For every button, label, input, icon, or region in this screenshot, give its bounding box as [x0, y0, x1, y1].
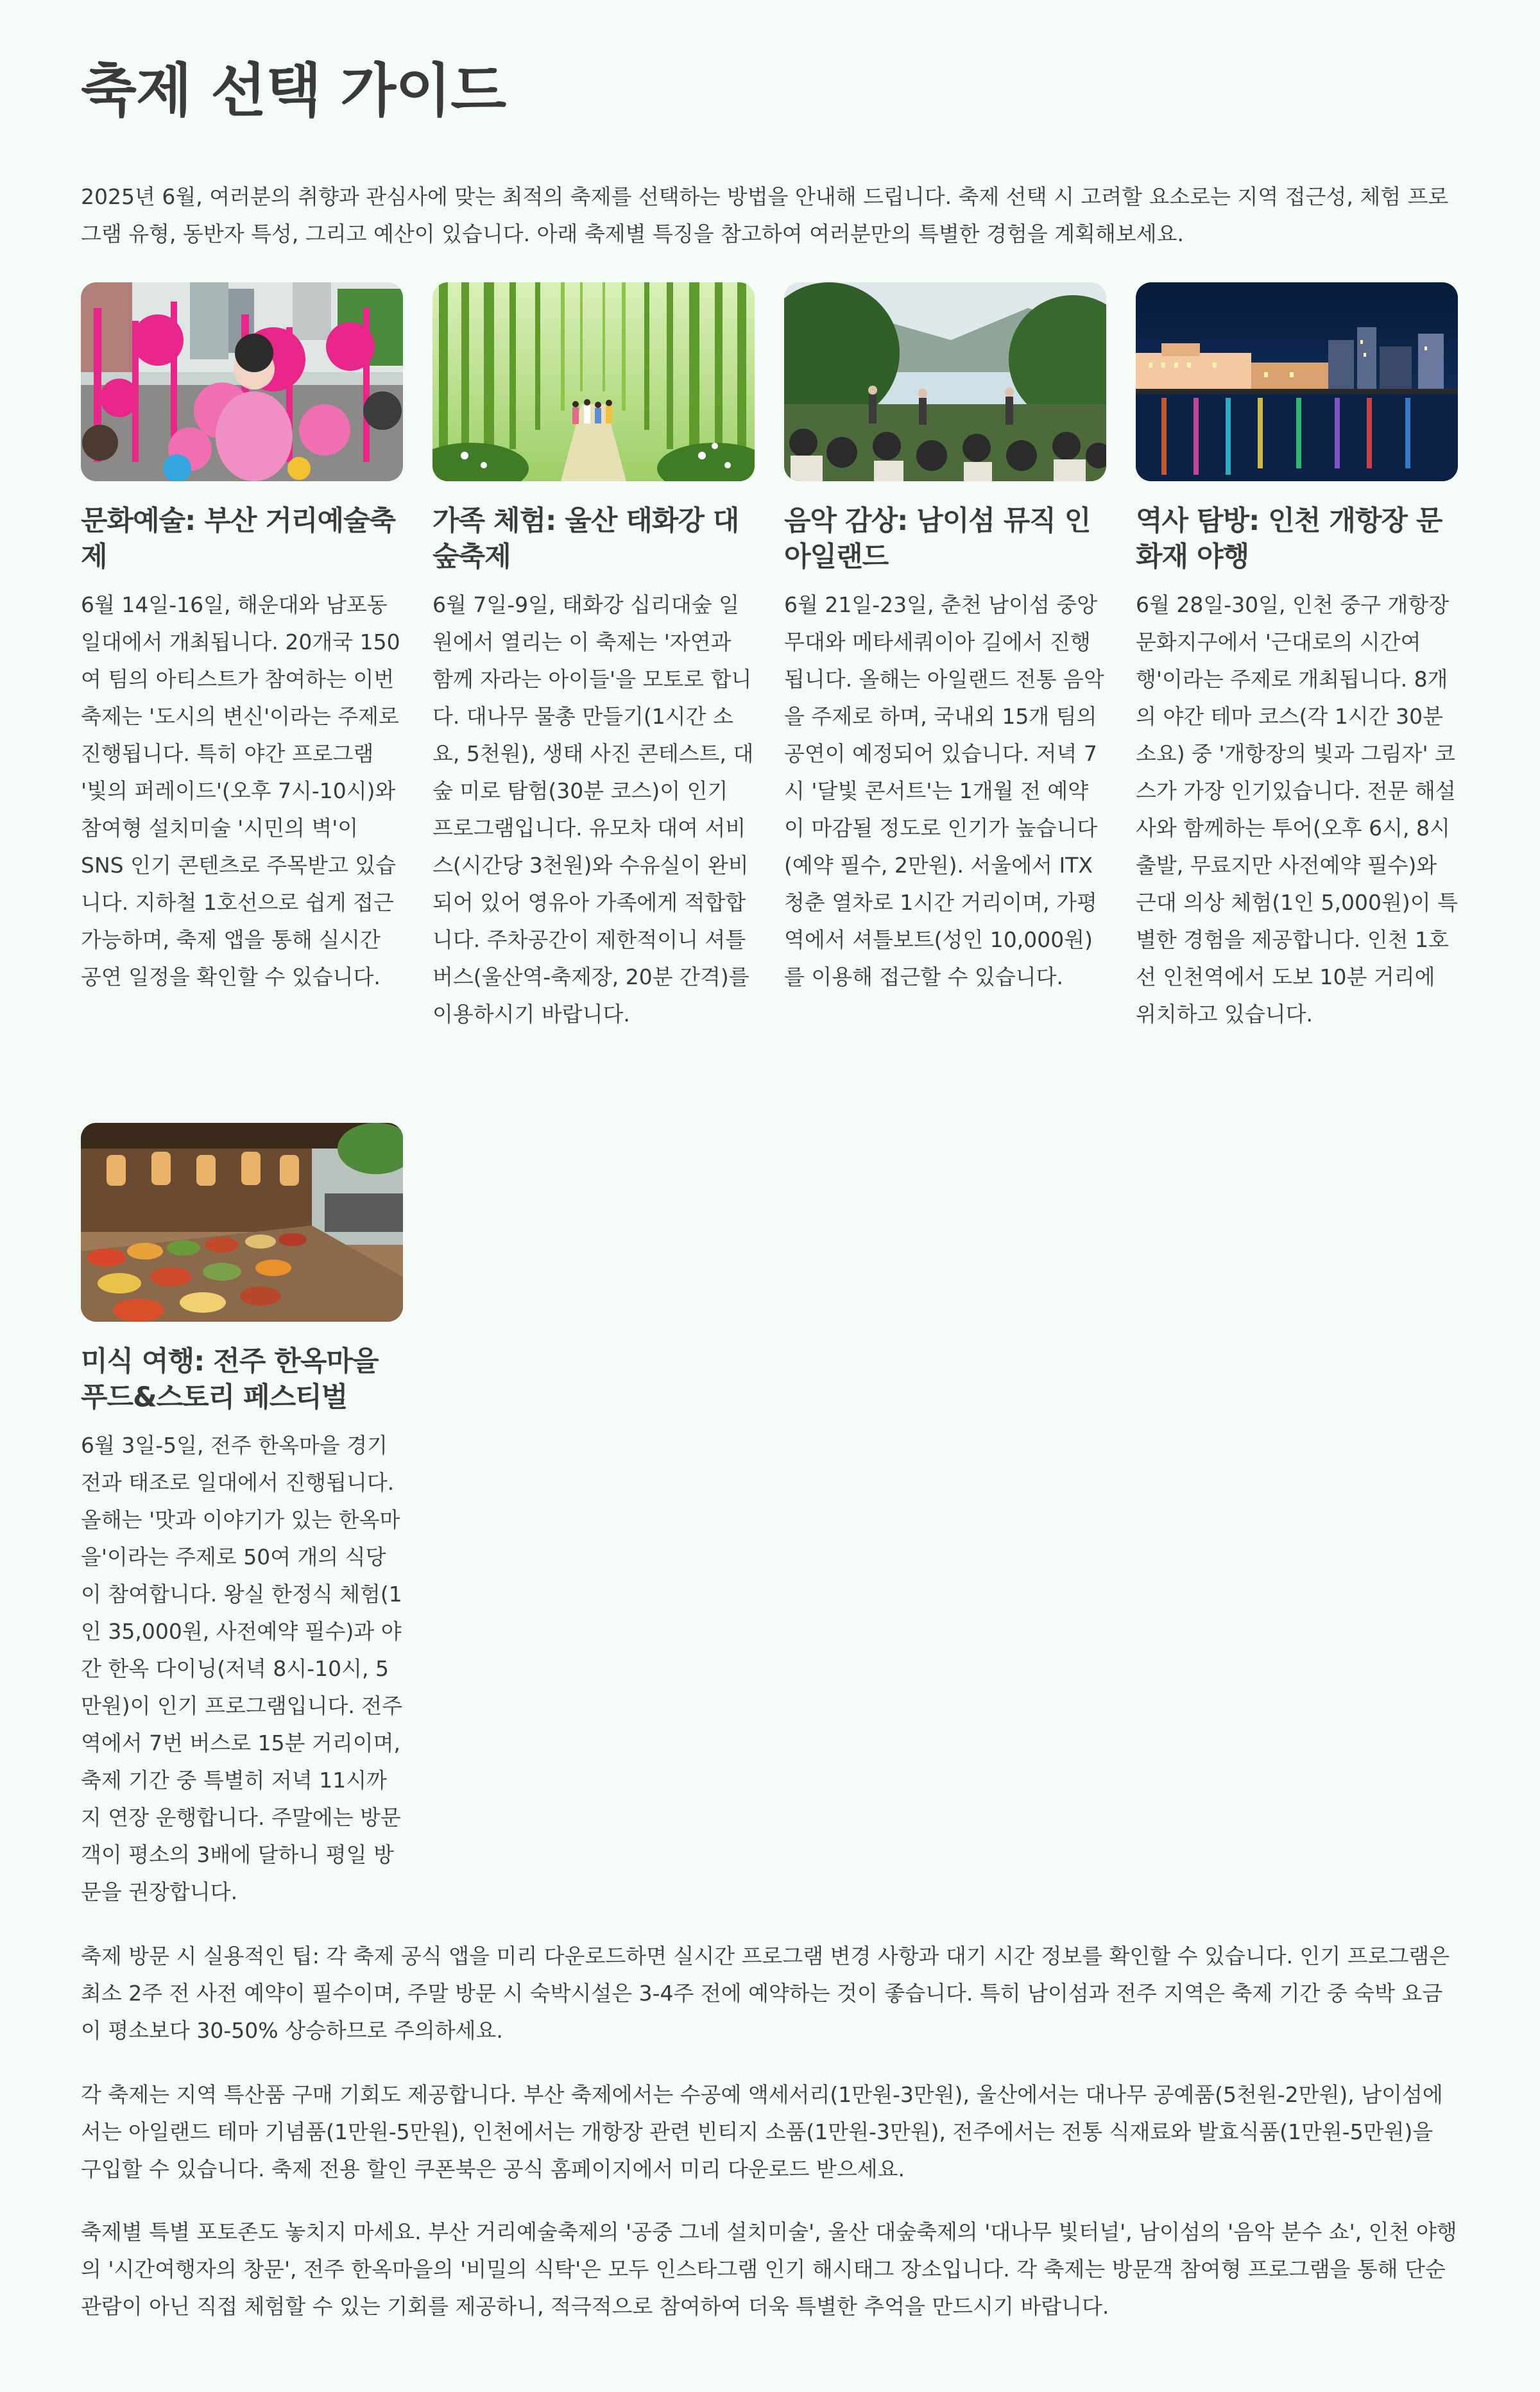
festival-card-body: 6월 3일-5일, 전주 한옥마을 경기전과 태조로 일대에서 진행됩니다. 올해는 '맛과 이야기가 있는 한옥마을'이라는 주제로 50여 개의 식당이 참여합니다. 왕실 한정식 체험(1인 35,000원, 사전예약 필수)과 야간 한옥 다이닝(저녁 8시-10시, 5만원)이 인기 프로그램입니다. 전주역에서 7번 버스로 15분 거리이며, 축제 기간 중 특별히 저녁 11시까지 연장 운행합니다. 주말에는 방문객이 평소의 3배에 달하니 평일 방문을 권장합니다. — [81, 1433, 403, 1904]
nami-music-photo — [784, 282, 1106, 481]
festival-card-title: 미식 여행: 전주 한옥마을 푸드&스토리 페스티벌 — [81, 1346, 379, 1414]
festival-card-title: 음악 감상: 남이섬 뮤직 인 아일랜드 — [784, 505, 1091, 573]
incheon-night-photo — [1136, 282, 1458, 481]
tip-paragraph-photozones: 축제별 특별 포토존도 놓치지 마세요. 부산 거리예술축제의 '공중 그네 설치미술', 울산 대숲축제의 '대나무 빛터널', 남이섬의 '음악 분수 쇼', 인천 야행의 '시간여행자의 창문', 전주 한옥마을의 '비밀의 식탁'은 모두 인스타그램 인기 해시태그 장소입니다. 각 축제는 방문객 참여형 프로그램을 통해 단순 관람이 아닌 직접 체험할 수 있는 기회를 제공하니, 적극적으로 참여하여 더욱 특별한 추억을 만드시기 바랍니다. — [81, 2219, 1457, 2319]
jeonju-food-photo — [81, 1123, 403, 1322]
busan-festival-photo — [81, 282, 403, 481]
festival-card-body: 6월 28일-30일, 인천 중구 개항장 문화지구에서 '근대로의 시간여행'이라는 주제로 개최됩니다. 8개의 야간 테마 코스(각 1시간 30분 소요) 중 '개항장의 빛과 그림자' 코스가 가장 인기있습니다. 전문 해설사와 함께하는 투어(오후 6시, 8시 출발, 무료지만 사전예약 필수)와 근대 의상 체험(1인 5,000원)이 특별한 경험을 제공합니다. 인천 1호선 인천역에서 도보 10분 거리에 위치하고 있습니다. — [1136, 592, 1458, 1027]
ulsan-bamboo-photo — [432, 282, 755, 481]
festival-card-jeonju — [81, 1123, 403, 1904]
festival-card-busan — [81, 282, 403, 989]
festival-card-incheon — [1136, 282, 1458, 1027]
festival-card-ulsan — [432, 282, 755, 1027]
festival-card-body: 6월 7일-9일, 태화강 십리대숲 일원에서 열리는 이 축제는 '자연과 함께 자라는 아이들'을 모토로 합니다. 대나무 물총 만들기(1시간 소요, 5천원), 생태 사진 콘테스트, 대숲 미로 탐험(30분 코스)이 인기 프로그램입니다. 유모차 대여 서비스(시간당 3천원)와 수유실이 완비되어 있어 영유아 가족에게 적합합니다. 주차공간이 제한적이니 셔틀버스(울산역-축제장, 20분 간격)를 이용하시기 바랍니다. — [432, 592, 754, 1027]
festival-card-title: 가족 체험: 울산 태화강 대숲축제 — [432, 505, 739, 573]
festival-card-body: 6월 14일-16일, 해운대와 남포동 일대에서 개최됩니다. 20개국 150여 팀의 아티스트가 참여하는 이번 축제는 '도시의 변신'이라는 주제로 진행됩니다. 특히 야간 프로그램 '빛의 퍼레이드'(오후 7시-10시)와 참여형 설치미술 '시민의 벽'이 SNS 인기 콘텐츠로 주목받고 있습니다. 지하철 1호선으로 쉽게 접근 가능하며, 축제 앱을 통해 실시간 공연 일정을 확인할 수 있습니다. — [81, 592, 400, 989]
festival-card-body: 6월 21일-23일, 춘천 남이섬 중앙무대와 메타세쿼이아 길에서 진행됩니다. 올해는 아일랜드 전통 음악을 주제로 하며, 국내외 15개 팀의 공연이 예정되어 있습니다. 저녁 7시 '달빛 콘서트'는 1개월 전 예약이 마감될 정도로 인기가 높습니다(예약 필수, 2만원). 서울에서 ITX 청춘 열차로 1시간 거리이며, 가평역에서 셔틀보트(성인 10,000원)를 이용해 접근할 수 있습니다. — [784, 592, 1104, 989]
festival-card-title: 역사 탐방: 인천 개항장 문화재 야행 — [1136, 505, 1442, 573]
tip-paragraph-souvenirs: 각 축제는 지역 특산품 구매 기회도 제공합니다. 부산 축제에서는 수공예 액세서리(1만원-3만원), 울산에서는 대나무 공예품(5천원-2만원), 남이섬에서는 아일랜드 테마 기념품(1만원-5만원), 인천에서는 개항장 관련 빈티지 소품(1만원-3만원), 전주에서는 전통 식재료와 발효식품(1만원-5만원)을 구입할 수 있습니다. 축제 전용 할인 쿠폰북은 공식 홈페이지에서 미리 다운로드 받으세요. — [81, 2082, 1443, 2182]
festival-card-title: 문화예술: 부산 거리예술축제 — [81, 505, 396, 573]
page-title: 축제 선택 가이드 — [81, 57, 506, 124]
intro-paragraph: 2025년 6월, 여러분의 취향과 관심사에 맞는 최적의 축제를 선택하는 방법을 안내해 드립니다. 축제 선택 시 고려할 요소로는 지역 접근성, 체험 프로그램 유형, 동반자 특성, 그리고 예산이 있습니다. 아래 축제별 특징을 참고하여 여러분만의 특별한 경험을 계획해보세요. — [81, 184, 1449, 246]
festival-card-nami — [784, 282, 1106, 989]
tip-paragraph-practical: 축제 방문 시 실용적인 팁: 각 축제 공식 앱을 미리 다운로드하면 실시간 프로그램 변경 사항과 대기 시간 정보를 확인할 수 있습니다. 인기 프로그램은 최소 2주 전 사전 예약이 필수이며, 주말 방문 시 숙박시설은 3-4주 전에 예약하는 것이 좋습니다. 특히 남이섬과 전주 지역은 축제 기간 중 숙박 요금이 평소보다 30-50% 상승하므로 주의하세요. — [81, 1944, 1450, 2043]
